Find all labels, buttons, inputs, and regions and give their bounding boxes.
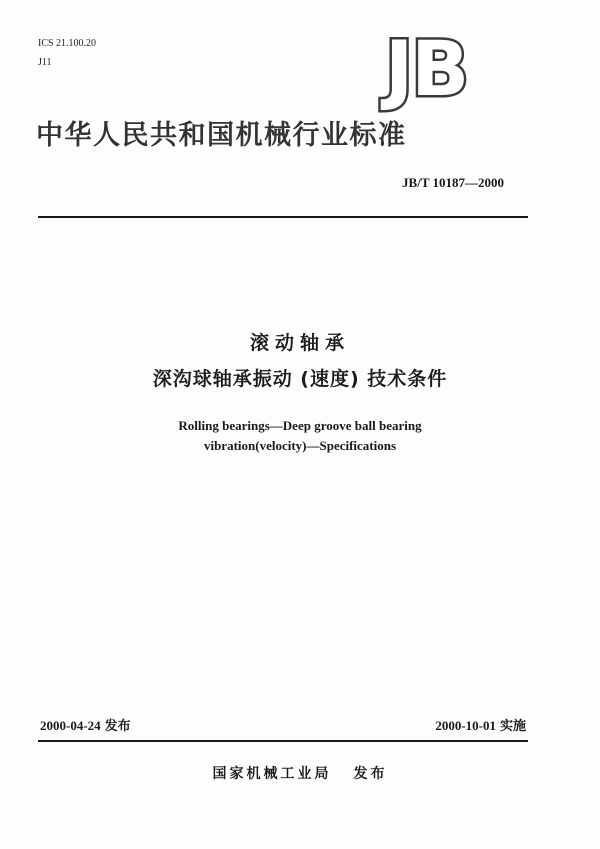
issuing-authority <box>0 764 600 784</box>
ccs-code: J11 <box>38 57 52 68</box>
issuer-name: 国家机械工业局 <box>212 766 332 782</box>
standard-category-title: 中华人民共和国机械行业标准 <box>36 120 407 151</box>
implement-label: 实施 <box>499 719 526 734</box>
bottom-divider <box>38 740 528 742</box>
title-chinese-line-2: 深沟球轴承振动 (速度) 技术条件 <box>152 368 448 390</box>
issue-date: 2000-04-24 <box>40 718 101 733</box>
top-divider <box>38 216 528 218</box>
title-english <box>0 416 600 456</box>
issuer-action: 发布 <box>353 766 388 782</box>
issue-date-block <box>40 718 131 735</box>
title-chinese-line-1: 滚动轴承 <box>249 332 350 354</box>
ics-code: ICS 21.100.20 <box>38 38 97 49</box>
issue-label: 发布 <box>104 719 131 734</box>
standard-number: JB/T 10187—2000 <box>402 175 504 190</box>
title-english-line-1: Rolling bearings—Deep groove ball bearing <box>178 418 422 433</box>
implement-date-block <box>435 718 526 735</box>
jb-logo: JB <box>385 24 468 113</box>
title-english-line-2: vibration(velocity)—Specifications <box>203 438 397 453</box>
implement-date: 2000-10-01 <box>435 718 496 733</box>
